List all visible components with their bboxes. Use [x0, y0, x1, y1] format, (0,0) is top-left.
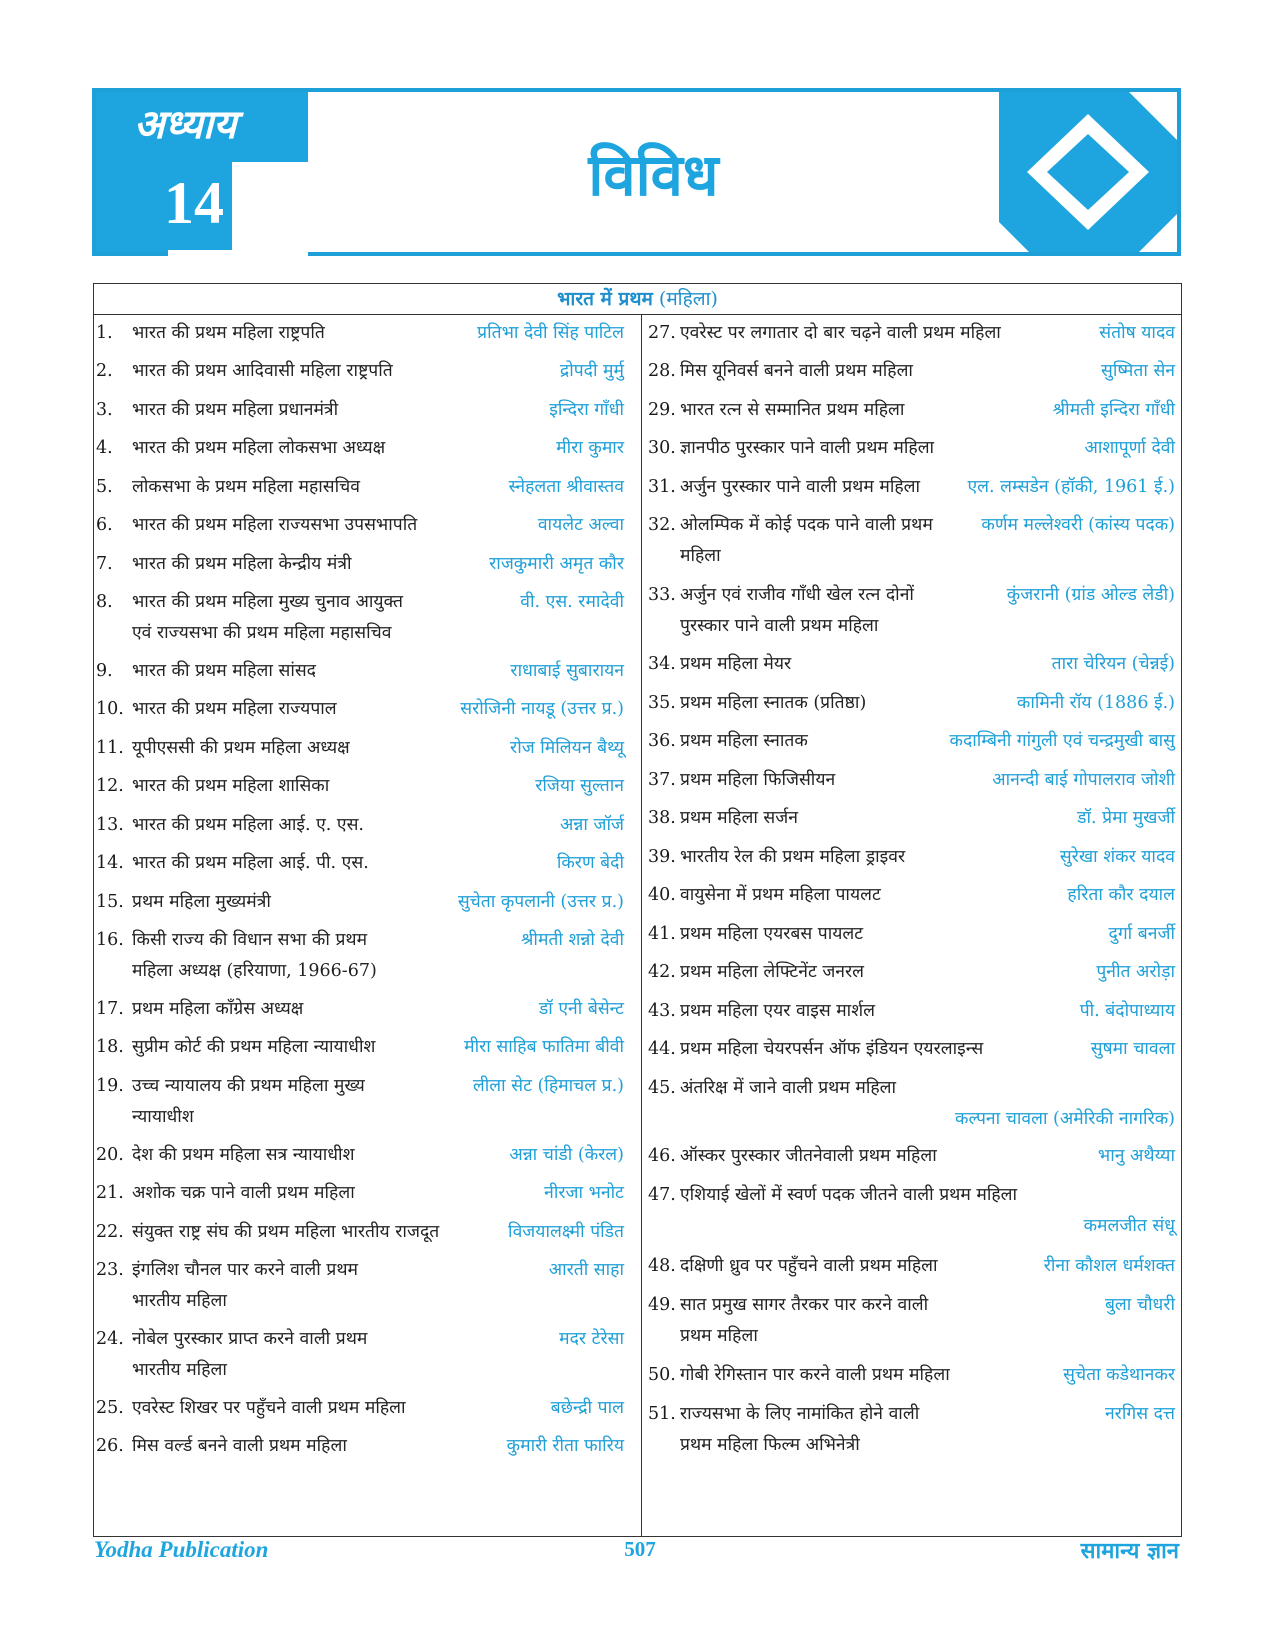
item-number: 45. [648, 1078, 676, 1098]
item-question: प्रथम महिला मेयर [680, 654, 792, 674]
item-question: प्रथम महिला स्नातक (प्रतिष्ठा) [680, 693, 867, 713]
item-answer: लीला सेट (हिमाचल प्र.) [472, 1076, 624, 1096]
item-question: एवरेस्ट शिखर पर पहुँचने वाली प्रथम महिला [132, 1398, 406, 1418]
item-question: गोबी रेगिस्तान पार करने वाली प्रथम महिला [680, 1365, 950, 1385]
item-number: 20. [96, 1145, 124, 1165]
item-number: 18. [96, 1037, 124, 1057]
item-answer: अन्ना चांडी (केरल) [509, 1145, 624, 1165]
item-question: किसी राज्य की विधान सभा की प्रथम [132, 930, 368, 950]
item-number: 21. [96, 1183, 124, 1203]
chapter-title: विविध [588, 140, 719, 209]
item-question: भारत की प्रथम महिला लोकसभा अध्यक्ष [132, 438, 386, 458]
item-question: ओलम्पिक में कोई पदक पाने वाली प्रथम [680, 515, 933, 535]
item-question: भारत की प्रथम महिला राज्यपाल [132, 699, 337, 719]
table-row [96, 587, 624, 649]
item-question: भारतीय रेल की प्रथम महिला ड्राइवर [680, 847, 906, 867]
item-answer: इन्दिरा गाँधी [549, 400, 624, 420]
item-number: 6. [96, 515, 113, 535]
item-number: 46. [648, 1146, 676, 1166]
item-question: भारत की प्रथम महिला मुख्य चुनाव आयुक्त [132, 592, 403, 612]
item-number: 16. [96, 930, 124, 950]
item-number: 1. [96, 323, 113, 343]
firsts-table [93, 283, 1182, 1537]
item-question: प्रथम महिला लेफ्टिनेंट जनरल [680, 962, 865, 982]
item-answer: रोज मिलियन बैथ्यू [510, 738, 624, 758]
item-answer: आशापूर्णा देवी [1084, 438, 1175, 458]
item-number: 4. [96, 438, 113, 458]
item-number: 40. [648, 885, 676, 905]
item-number: 7. [96, 554, 113, 574]
item-answer: दुर्गा बनर्जी [1108, 924, 1175, 944]
item-question-continued: भारतीय महिला [132, 1360, 227, 1380]
item-question: ऑस्कर पुरस्कार जीतनेवाली प्रथम महिला [680, 1146, 937, 1166]
item-answer: विजयालक्ष्मी पंडित [508, 1222, 624, 1242]
table-heading-main: भारत में प्रथम [557, 288, 653, 310]
item-question: नोबेल पुरस्कार प्राप्त करने वाली प्रथम [132, 1329, 368, 1349]
item-question: यूपीएससी की प्रथम महिला अध्यक्ष [132, 738, 350, 758]
item-answer: स्नेहलता श्रीवास्तव [508, 477, 624, 497]
chapter-number: 14 [156, 156, 232, 250]
item-question: प्रथम महिला चेयरपर्सन ऑफ इंडियन एयरलाइन्स [680, 1039, 984, 1059]
item-answer: आनन्दी बाई गोपालराव जोशी [992, 770, 1175, 790]
item-answer: संतोष यादव [1099, 323, 1175, 343]
subject-name: सामान्य ज्ञान [1080, 1538, 1179, 1564]
item-answer: किरण बेदी [556, 853, 624, 873]
item-question: प्रथम महिला सर्जन [680, 808, 798, 828]
item-answer: अन्ना जॉर्ज [560, 815, 624, 835]
item-answer: तारा चेरियन (चेन्नई) [1051, 654, 1175, 674]
item-answer: बछेन्द्री पाल [550, 1398, 624, 1418]
item-answer: सुचेता कृपलानी (उत्तर प्र.) [457, 892, 624, 912]
item-question: भारत की प्रथम महिला सांसद [132, 661, 316, 681]
item-question-continued: भारतीय महिला [132, 1291, 227, 1311]
column-divider [641, 314, 642, 1536]
chapter-label: अध्याय [134, 101, 237, 148]
item-number: 23. [96, 1260, 124, 1280]
item-answer: रीना कौशल धर्मशक्त [1043, 1256, 1175, 1276]
page-number: 507 [624, 1537, 656, 1561]
item-question: अशोक चक्र पाने वाली प्रथम महिला [132, 1183, 355, 1203]
item-question-continued: प्रथम महिला [680, 1326, 758, 1346]
item-number: 19. [96, 1076, 124, 1096]
table-heading-qualifier: (महिला) [658, 288, 718, 310]
item-question-continued: महिला अध्यक्ष (हरियाणा, 1966-67) [132, 961, 377, 981]
item-number: 43. [648, 1001, 676, 1021]
item-answer: नीरजा भनोट [544, 1183, 624, 1203]
item-question: सात प्रमुख सागर तैरकर पार करने वाली [680, 1295, 929, 1315]
item-answer: कर्णम मल्लेश्वरी (कांस्य पदक) [981, 515, 1175, 535]
item-number: 42. [648, 962, 676, 982]
item-question: अर्जुन एवं राजीव गाँधी खेल रत्न दोनों [680, 585, 914, 605]
item-number: 3. [96, 400, 113, 420]
item-number: 13. [96, 815, 124, 835]
item-question: भारत रत्न से सम्मानित प्रथम महिला [680, 400, 905, 420]
item-number: 24. [96, 1329, 124, 1349]
item-number: 36. [648, 731, 676, 751]
item-number: 27. [648, 323, 676, 343]
item-question: प्रथम महिला कॉंग्रेस अध्यक्ष [132, 999, 304, 1019]
table-row [648, 1399, 1175, 1461]
item-question: एशियाई खेलों में स्वर्ण पदक जीतने वाली प्रथम महिला [680, 1185, 1018, 1205]
item-answer: कुंजरानी (ग्रांड ओल्ड लेडी) [1006, 585, 1175, 605]
item-question-continued: महिला [680, 546, 721, 566]
item-answer: कामिनी रॉय (1886 ई.) [1016, 693, 1175, 713]
item-question: भारत की प्रथम महिला राज्यसभा उपसभापति [132, 515, 418, 535]
item-question: भारत की प्रथम महिला केन्द्रीय मंत्री [132, 554, 352, 574]
item-answer: सुषमा चावला [1090, 1039, 1175, 1059]
item-number: 50. [648, 1365, 676, 1385]
item-answer: मीरा साहिब फातिमा बीवी [464, 1037, 624, 1057]
table-row [648, 510, 1175, 572]
item-question: संयुक्त राष्ट्र संघ की प्रथम महिला भारतीय राजदूत [132, 1222, 440, 1242]
item-number: 5. [96, 477, 113, 497]
item-answer: राधाबाई सुबारायन [510, 661, 624, 681]
item-answer: सरोजिनी नायडू (उत्तर प्र.) [460, 699, 624, 719]
item-question: ज्ञानपीठ पुरस्कार पाने वाली प्रथम महिला [680, 438, 935, 458]
item-question: दक्षिणी ध्रुव पर पहुँचने वाली प्रथम महिला [680, 1256, 938, 1276]
item-question: भारत की प्रथम आदिवासी महिला राष्ट्रपति [132, 361, 393, 381]
item-number: 11. [96, 738, 124, 758]
item-answer: रजिया सुल्तान [535, 776, 624, 796]
table-row [96, 925, 624, 987]
item-question: एवरेस्ट पर लगातार दो बार चढ़ने वाली प्रथम महिला [680, 323, 1001, 343]
item-answer: कल्पना चावला (अमेरिकी नागरिक) [955, 1109, 1175, 1129]
item-number: 30. [648, 438, 676, 458]
item-number: 14. [96, 853, 124, 873]
item-answer: सुरेखा शंकर यादव [1059, 847, 1175, 867]
item-question: प्रथम महिला एयरबस पायलट [680, 924, 864, 944]
item-answer: आरती साहा [548, 1260, 624, 1280]
item-answer: पी. बंदोपाध्याय [1079, 1001, 1175, 1021]
item-number: 33. [648, 585, 676, 605]
item-question: प्रथम महिला मुख्यमंत्री [132, 892, 271, 912]
item-number: 12. [96, 776, 124, 796]
item-question: प्रथम महिला फिजिसीयन [680, 770, 836, 790]
item-answer: मीरा कुमार [556, 438, 624, 458]
item-answer: कुमारी रीता फारिय [506, 1436, 624, 1456]
item-question: भारत की प्रथम महिला प्रधानमंत्री [132, 400, 339, 420]
item-question: देश की प्रथम महिला सत्र न्यायाधीश [132, 1145, 355, 1165]
table-row [648, 1180, 1175, 1242]
item-answer: श्रीमती शन्नो देवी [521, 930, 624, 950]
item-question: भारत की प्रथम महिला शासिका [132, 776, 330, 796]
item-answer: डॉ एनी बेसेन्ट [538, 999, 624, 1019]
item-number: 17. [96, 999, 124, 1019]
item-number: 10. [96, 699, 124, 719]
item-answer: पुनीत अरोड़ा [1096, 962, 1175, 982]
item-number: 29. [648, 400, 676, 420]
item-answer: कमलजीत संधू [1083, 1216, 1175, 1236]
item-answer: हरिता कौर दयाल [1067, 885, 1175, 905]
table-row [96, 1255, 624, 1317]
item-question: मिस यूनिवर्स बनने वाली प्रथम महिला [680, 361, 913, 381]
item-number: 41. [648, 924, 676, 944]
item-number: 44. [648, 1039, 676, 1059]
item-number: 38. [648, 808, 676, 828]
item-answer: कदाम्बिनी गांगुली एवं चन्द्रमुखी बासु [949, 731, 1175, 751]
item-number: 15. [96, 892, 124, 912]
item-answer: द्रोपदी मुर्मु [559, 361, 624, 381]
item-question: सुप्रीम कोर्ट की प्रथम महिला न्यायाधीश [132, 1037, 376, 1057]
item-question: वायुसेना में प्रथम महिला पायलट [680, 885, 881, 905]
item-number: 39. [648, 847, 676, 867]
item-number: 25. [96, 1398, 124, 1418]
item-answer: सुचेता कडेथानकर [1063, 1365, 1175, 1385]
item-number: 8. [96, 592, 113, 612]
item-answer: प्रतिभा देवी सिंह पाटिल [477, 323, 624, 343]
item-number: 22. [96, 1222, 124, 1242]
table-row [96, 1431, 624, 1493]
table-row [96, 1071, 624, 1133]
item-number: 31. [648, 477, 676, 497]
item-answer: नरगिस दत्त [1104, 1404, 1175, 1424]
item-number: 49. [648, 1295, 676, 1315]
table-row [648, 1290, 1175, 1352]
item-answer: राजकुमारी अमृत कौर [489, 554, 624, 574]
table-row [96, 1324, 624, 1386]
item-question-continued: न्यायाधीश [132, 1107, 194, 1127]
item-number: 9. [96, 661, 113, 681]
item-number: 28. [648, 361, 676, 381]
item-number: 2. [96, 361, 113, 381]
item-number: 32. [648, 515, 676, 535]
item-number: 47. [648, 1185, 676, 1205]
item-question: इंगलिश चौनल पार करने वाली प्रथम [132, 1260, 358, 1280]
item-number: 37. [648, 770, 676, 790]
item-answer: वी. एस. रमादेवी [520, 592, 624, 612]
item-number: 48. [648, 1256, 676, 1276]
item-answer: एल. लम्सडेन (हॉकी, 1961 ई.) [967, 477, 1175, 497]
item-question-continued: पुरस्कार पाने वाली प्रथम महिला [680, 616, 879, 636]
item-answer: बुला चौधरी [1104, 1295, 1175, 1315]
item-answer: वायलेट अल्वा [537, 515, 624, 535]
publisher-name: Yodha Publication [94, 1537, 269, 1562]
item-answer: श्रीमती इन्दिरा गाँधी [1052, 400, 1175, 420]
item-number: 26. [96, 1436, 124, 1456]
item-question-continued: प्रथम महिला फिल्म अभिनेत्री [680, 1435, 860, 1455]
item-question: अर्जुन पुरस्कार पाने वाली प्रथम महिला [680, 477, 921, 497]
item-answer: सुष्मिता सेन [1101, 361, 1175, 381]
table-row [648, 580, 1175, 642]
item-question: भारत की प्रथम महिला आई. पी. एस. [132, 853, 369, 873]
item-question: भारत की प्रथम महिला आई. ए. एस. [132, 815, 364, 835]
item-answer: डॉ. प्रेमा मुखर्जी [1077, 808, 1175, 828]
item-question: मिस वर्ल्ड बनने वाली प्रथम महिला [132, 1436, 347, 1456]
table-heading [94, 284, 1181, 315]
item-question: प्रथम महिला एयर वाइस मार्शल [680, 1001, 875, 1021]
item-number: 51. [648, 1404, 676, 1424]
item-number: 34. [648, 654, 676, 674]
item-answer: भानु अथैय्या [1097, 1146, 1175, 1166]
item-question: उच्च न्यायालय की प्रथम महिला मुख्य [132, 1076, 365, 1096]
item-question: लोकसभा के प्रथम महिला महासचिव [132, 477, 360, 497]
table-row [648, 1073, 1175, 1135]
item-question-continued: एवं राज्यसभा की प्रथम महिला महासचिव [132, 623, 392, 643]
item-question: अंतरिक्ष में जाने वाली प्रथम महिला [680, 1078, 897, 1098]
item-question: राज्यसभा के लिए नामांकित होने वाली [680, 1404, 920, 1424]
decorative-diamond-graphic [999, 92, 1177, 252]
item-question: प्रथम महिला स्नातक [680, 731, 808, 751]
item-number: 35. [648, 693, 676, 713]
item-question: भारत की प्रथम महिला राष्ट्रपति [132, 323, 325, 343]
item-answer: मदर टेरेसा [559, 1329, 624, 1349]
chapter-banner [92, 88, 1181, 256]
